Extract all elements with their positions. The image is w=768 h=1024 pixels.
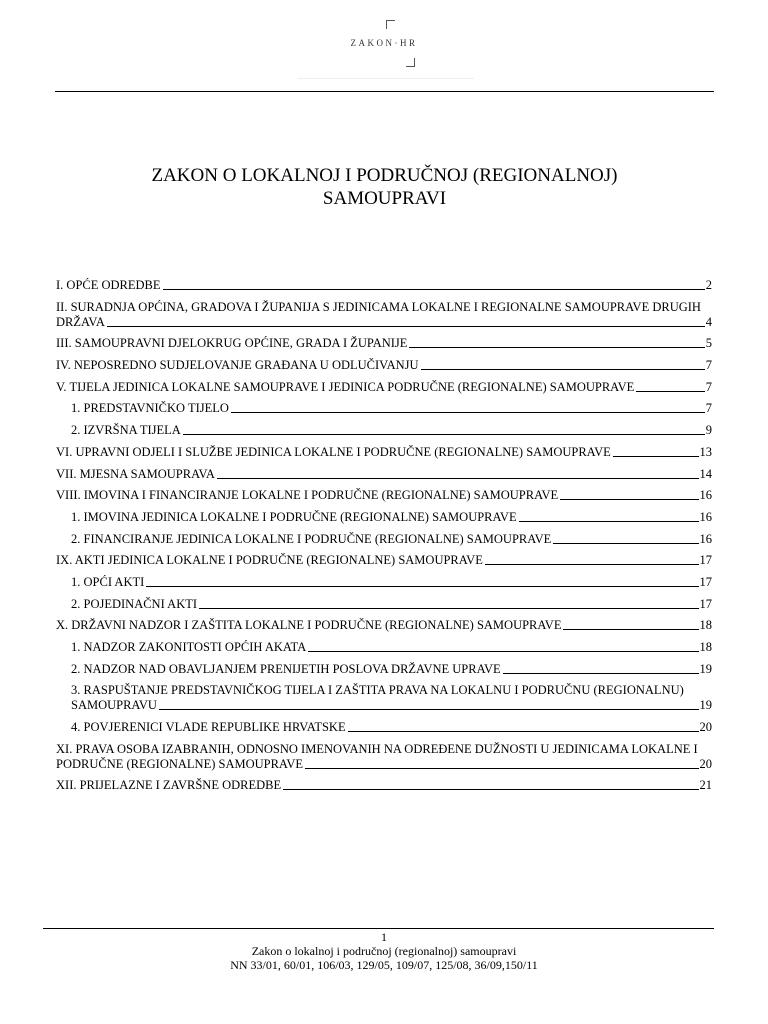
toc-leader [421,369,705,370]
toc-entry[interactable] [56,278,712,293]
toc-leader [636,391,704,392]
toc-entry-label: VI. UPRAVNI ODJELI I SLUŽBE JEDINICA LOKALNE I PODRUČNE (REGIONALNE) SAMOUPRAVE [56,444,611,459]
logo-corner-bottom-right [406,58,415,67]
toc-entry-page: 5 [705,336,712,351]
toc-entry-page: 20 [699,720,712,735]
footer-gazette: NN 33/01, 60/01, 106/03, 129/05, 109/07, 125/08, 36/09,150/11 [230,958,538,972]
toc-entry-label: IX. AKTI JEDINICA LOKALNE I PODRUČNE (REGIONALNE) SAMOUPRAVE [56,553,483,568]
toc-entry-page: 18 [699,640,712,654]
toc-entry-page: 7 [705,379,712,394]
toc-entry-label: 2. IZVRŠNA TIJELA [71,423,181,438]
toc-entry[interactable] [56,575,712,590]
toc-leader [560,499,698,500]
footer-law-title: Zakon o lokalnoj i područnoj (regionalnoj) samoupravi [251,944,517,958]
toc-leader [613,456,699,457]
toc-entry-page: 16 [699,531,712,546]
toc-entry-page: 13 [699,444,712,459]
toc-entry[interactable] [56,401,712,416]
toc-entry[interactable] [56,467,712,482]
toc-leader [563,629,698,630]
toc-entry[interactable] [56,683,712,713]
toc-entry-last-line [56,315,712,330]
toc-entry[interactable] [56,532,712,547]
toc-entry-label: 1. IMOVINA JEDINICA LOKALNE I PODRUČNE (REGIONALNE) SAMOUPRAVE [71,509,517,524]
toc-entry-label: X. DRŽAVNI NADZOR I ZAŠTITA LOKALNE I PODRUČNE (REGIONALNE) SAMOUPRAVE [56,618,562,633]
title-line-2: SAMOUPRAVI [322,188,447,209]
toc-entry-page: 2 [705,278,712,292]
toc-entry-page: 17 [699,596,712,611]
toc-entry-label: 2. FINANCIRANJE JEDINICA LOKALNE I PODRUČNE (REGIONALNE) SAMOUPRAVE [71,531,552,546]
toc-leader [409,347,704,348]
toc-entry-label: III. SAMOUPRAVNI DJELOKRUG OPĆINE, GRADA I ŽUPANIJE [56,336,408,351]
toc-entry-label: 2. POJEDINAČNI AKTI [71,596,198,611]
toc-entry-label: IV. NEPOSREDNO SUDJELOVANJE GRAĐANA U ODLUČIVANJU [56,358,419,373]
logo-underline [298,78,474,79]
toc-leader [553,543,698,544]
toc-entry-label: VII. MJESNA SAMOUPRAVA [56,466,215,481]
toc-leader [199,608,698,609]
toc-leader [519,521,699,522]
logo [0,14,768,84]
toc-entry[interactable] [56,553,712,568]
page-number: 1 [381,930,387,944]
toc-entry-page: 16 [699,509,712,524]
toc-entry-label: XII. PRIJELAZNE I ZAVRŠNE ODREDBE [56,778,282,793]
toc-entry-page: 7 [705,401,712,416]
toc-entry[interactable] [56,618,712,633]
toc-entry[interactable] [56,640,712,655]
toc-entry-label: 2. NADZOR NAD OBAVLJANJEM PRENIJETIH POSLOVA DRŽAVNE UPRAVE [71,661,501,676]
toc-entry-page: 14 [699,466,712,481]
toc-entry-page: 16 [699,488,712,503]
toc-entry[interactable] [56,445,712,460]
toc-entry[interactable] [56,510,712,525]
toc-leader [146,586,698,587]
toc-entry-label: VIII. IMOVINA I FINANCIRANJE LOKALNE I PODRUČNE (REGIONALNE) SAMOUPRAVE [56,488,559,503]
toc-entry-label-continued: SAMOUPRAVU [71,698,157,713]
toc-entry[interactable] [56,358,712,373]
toc-entry-label-continued: DRŽAVA [56,314,105,329]
logo-text: ZAKON·HR [350,38,418,48]
toc-entry-page: 17 [699,574,712,589]
toc-leader [217,478,699,479]
logo-corner-top-left [386,20,395,29]
toc-entry-label: 1. PREDSTAVNIČKO TIJELO [71,401,229,416]
toc-entry-page: 17 [699,553,712,568]
footer [0,930,768,972]
toc-leader [283,789,698,790]
toc-entry[interactable] [56,300,712,330]
toc-entry-page: 19 [699,661,712,676]
toc-entry-page: 9 [705,423,712,438]
toc-leader [348,731,699,732]
toc-leader [485,564,699,565]
toc-entry[interactable] [56,380,712,395]
title-line-1: ZAKON O LOKALNOJ I PODRUČNOJ (REGIONALNOJ) [151,165,618,186]
toc-entry[interactable] [56,597,712,612]
toc-leader [231,412,705,413]
toc-entry-label: 4. POVJERENICI VLADE REPUBLIKE HRVATSKE [71,720,346,735]
toc-entry-label: V. TIJELA JEDINICA LOKALNE SAMOUPRAVE I JEDINICA PODRUČNE (REGIONALNE) SAMOUPRAVE [56,379,635,394]
toc-entry[interactable] [56,336,712,351]
toc-entry-label: 1. OPĆI AKTI [71,574,145,589]
toc-leader [107,326,705,327]
toc-entry-page: 7 [705,358,712,373]
toc-entry[interactable] [56,488,712,503]
toc-leader [305,768,698,769]
toc-entry-page: 18 [699,618,712,633]
toc-entry-page: 4 [705,314,712,329]
toc-entry-label-continued: PODRUČNE (REGIONALNE) SAMOUPRAVE [56,756,304,771]
toc-leader [163,289,705,290]
toc-entry[interactable] [56,662,712,677]
toc-entry-label: 1. NADZOR ZAKONITOSTI OPĆIH AKATA [71,640,307,654]
toc-leader [183,434,705,435]
toc-entry-last-line [71,698,712,713]
toc-entry-last-line [56,757,712,772]
toc-entry-page: 20 [699,756,712,771]
toc-entry[interactable] [56,720,712,735]
toc-entry-label: XI. PRAVA OSOBA IZABRANIH, ODNOSNO IMENOVANIH NA ODREĐENE DUŽNOSTI U JEDINICAMA LOKALNE I [56,741,698,756]
toc-entry-label: II. SURADNJA OPĆINA, GRADOVA I ŽUPANIJA S JEDINICAMA LOKALNE I REGIONALNE SAMOUPRAVE DRUGIH [56,299,701,314]
footer-rule [43,928,714,929]
toc-entry-label: I. OPĆE ODREDBE [56,278,161,292]
toc-entry[interactable] [56,742,712,772]
toc-entry[interactable] [56,423,712,438]
toc-entry-page: 19 [699,698,712,713]
toc-leader [503,673,699,674]
toc-leader [308,651,698,652]
header-rule [55,91,714,92]
toc-entry-page: 21 [699,778,712,793]
table-of-contents [56,278,712,800]
toc-entry[interactable] [56,778,712,793]
toc-leader [159,709,699,710]
toc-entry-label: 3. RASPUŠTANJE PREDSTAVNIČKOG TIJELA I ZAŠTITA PRAVA NA LOKALNU I PODRUČNU (REGIONALNU) [71,683,684,698]
document-title [55,164,714,210]
